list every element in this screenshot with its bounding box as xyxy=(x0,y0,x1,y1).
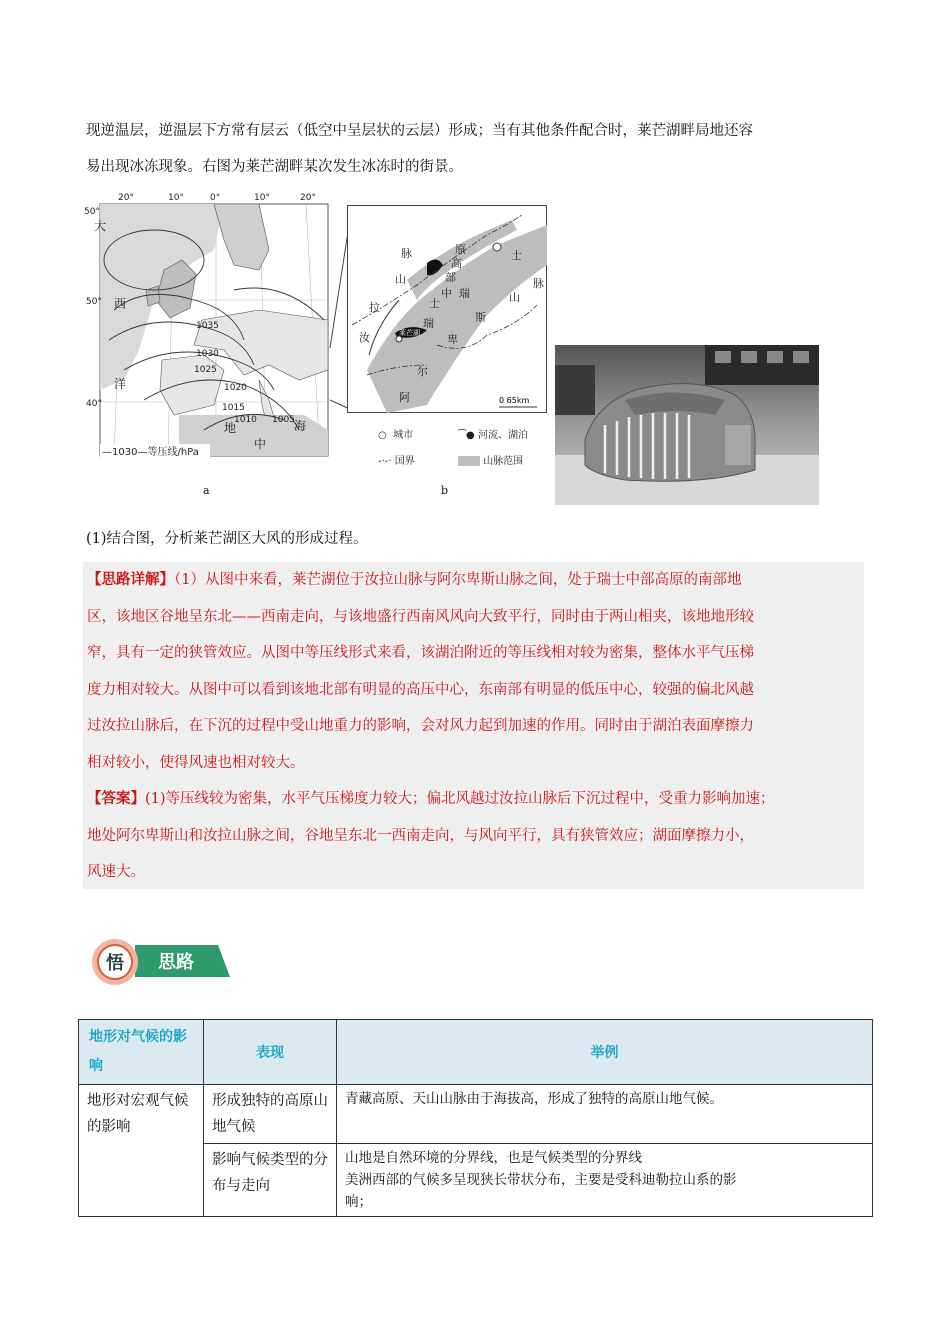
legend-mountain xyxy=(458,452,523,467)
svg-text:阿: 阿 xyxy=(399,391,410,404)
svg-text:原: 原 xyxy=(455,243,466,256)
svg-text:瑞: 瑞 xyxy=(423,317,434,330)
svg-text:50°: 50° xyxy=(86,297,102,307)
svg-text:山: 山 xyxy=(509,291,520,304)
svg-text:地: 地 xyxy=(224,421,237,435)
legend-border: -·-· 国界 xyxy=(378,456,415,467)
analysis-line-0: （1）从图中来看，莱芒湖位于汝拉山脉与阿尔卑斯山脉之间，处于瑞士中部高原的南部地 xyxy=(174,572,742,588)
svg-text:拉: 拉 xyxy=(369,301,380,314)
badge-char: 悟 xyxy=(106,953,124,974)
svg-text:脉: 脉 xyxy=(401,247,412,260)
svg-text:洋: 洋 xyxy=(114,377,127,391)
svg-text:尔: 尔 xyxy=(417,365,428,378)
analysis-line-2: 窄，具有一定的狭管效应。从图中等压线形式来看，该湖泊附近的等压线相对较为密集，整体水平气压梯 xyxy=(87,645,754,661)
legend-city-label: 城市 xyxy=(393,430,414,441)
legend-city: ○ 城市 xyxy=(378,430,414,441)
svg-text:10°: 10° xyxy=(254,193,270,203)
svg-text:0°: 0° xyxy=(210,193,221,203)
svg-text:1015: 1015 xyxy=(222,403,245,413)
svg-text:50°: 50° xyxy=(84,207,100,217)
svg-text:山: 山 xyxy=(395,273,406,286)
example-line: 山地是自然环境的分界线，也是气候类型的分界线 xyxy=(345,1150,642,1166)
regional-map-figure xyxy=(347,205,547,413)
svg-text:0 65km: 0 65km xyxy=(499,396,530,405)
answer-line-0: (1)等压线较为密集，水平气压梯度力较大；偏北风越过汝拉山脉后下沉过程中，受重力影响加速； xyxy=(145,791,775,807)
svg-text:中: 中 xyxy=(254,437,267,451)
figure-a-caption: a xyxy=(203,484,210,497)
svg-text:1010: 1010 xyxy=(234,415,257,425)
legend-river: ⁀● 河流、湖泊 xyxy=(458,430,528,441)
svg-text:高: 高 xyxy=(451,257,462,270)
svg-text:士: 士 xyxy=(511,249,522,262)
svg-text:部: 部 xyxy=(445,271,456,284)
terrain-climate-table xyxy=(78,1019,873,1217)
svg-text:士: 士 xyxy=(429,297,440,310)
analysis-line xyxy=(87,562,860,599)
answer-tag: 【答案】 xyxy=(87,791,145,807)
solution-box xyxy=(83,562,864,889)
svg-text:20°: 20° xyxy=(118,193,134,203)
question-1: (1)结合图，分析莱芒湖区大风的形成过程。 xyxy=(86,531,368,547)
table-cell-feature: 形成独特的高原山地气候 xyxy=(204,1085,337,1144)
example-line: 响； xyxy=(345,1194,372,1210)
analysis-tag: 【思路详解】 xyxy=(87,572,174,588)
table-cell-example xyxy=(337,1144,873,1217)
table-cell-example xyxy=(337,1085,873,1144)
svg-text:1020: 1020 xyxy=(224,383,247,393)
svg-text:莱芒湖: 莱芒湖 xyxy=(399,329,420,337)
badge-label: 思路 xyxy=(158,952,194,973)
intro-line-2: 易出现冰冻现象。右图为莱芒湖畔某次发生冰冻时的街景。 xyxy=(86,159,463,175)
svg-text:斯: 斯 xyxy=(475,311,486,324)
frozen-car-photo xyxy=(555,345,819,505)
analysis-line-5: 相对较小，使得风速也相对较大。 xyxy=(87,754,305,771)
svg-text:40°: 40° xyxy=(86,399,102,409)
table-header-3: 举例 xyxy=(337,1020,873,1085)
legend-river-label: 河流、湖泊 xyxy=(477,430,528,441)
section-badge xyxy=(90,935,230,985)
svg-text:中: 中 xyxy=(441,287,452,300)
svg-text:1005: 1005 xyxy=(272,415,295,425)
svg-text:海: 海 xyxy=(294,419,307,433)
svg-text:1025: 1025 xyxy=(194,365,217,375)
table-header-row xyxy=(79,1020,873,1085)
legend-mountain-label: 山脉范围 xyxy=(483,456,524,467)
example-line: 美洲西部的气候多呈现狭长带状分布，主要是受科迪勒拉山系的影 xyxy=(345,1172,737,1188)
analysis-line-1: 区，该地区谷地呈东北——西南走向，与该地盛行西南风风向大致平行，同时由于两山相夹，该地地形较 xyxy=(87,608,754,625)
legend-border-label: 国界 xyxy=(394,456,415,467)
answer-line xyxy=(87,781,860,818)
analysis-line-4: 过汝拉山脉后，在下沉的过程中受山地重力的影响，会对风力起到加速的作用。同时由于湖泊表面摩擦力 xyxy=(87,718,754,734)
svg-text:20°: 20° xyxy=(300,193,316,203)
analysis-line-3: 度力相对较大。从图中可以看到该地北部有明显的高压中心，东南部有明显的低压中心，较强的偏北风越 xyxy=(87,681,754,698)
answer-line-1: 地处阿尔卑斯山和汝拉山脉之间，谷地呈东北一西南走向，与风向平行，具有狭管效应；湖面摩擦力小， xyxy=(87,827,754,844)
svg-text:脉: 脉 xyxy=(533,277,544,290)
table-cell-feature: 影响气候类型的分布与走向 xyxy=(204,1144,337,1217)
svg-text:10°: 10° xyxy=(168,193,184,203)
example-line: 青藏高原、天山山脉由于海拔高，形成了独特的高原山地气候。 xyxy=(345,1091,723,1107)
svg-text:大: 大 xyxy=(94,219,107,233)
svg-text:卑: 卑 xyxy=(447,333,458,346)
svg-text:西: 西 xyxy=(114,297,127,311)
table-cell-category: 地形对宏观气候的影响 xyxy=(79,1085,204,1217)
isobar-map-figure xyxy=(84,190,332,470)
svg-text:1035: 1035 xyxy=(196,321,219,331)
answer-line-2: 风速大。 xyxy=(87,864,145,880)
svg-text:—1030—等压线/hPa: —1030—等压线/hPa xyxy=(102,447,199,458)
table-header-1: 地形对气候的影响 xyxy=(79,1020,204,1085)
table-header-2: 表现 xyxy=(204,1020,337,1085)
svg-text:瑞: 瑞 xyxy=(459,287,470,300)
figure-b-caption: b xyxy=(441,484,449,497)
table-row xyxy=(79,1085,873,1144)
svg-text:汝: 汝 xyxy=(359,331,370,344)
intro-line-1: 现逆温层，逆温层下方常有层云（低空中呈层状的云层）形成；当有其他条件配合时，莱芒湖畔局地还容 xyxy=(86,123,753,139)
svg-text:1030: 1030 xyxy=(196,349,219,359)
